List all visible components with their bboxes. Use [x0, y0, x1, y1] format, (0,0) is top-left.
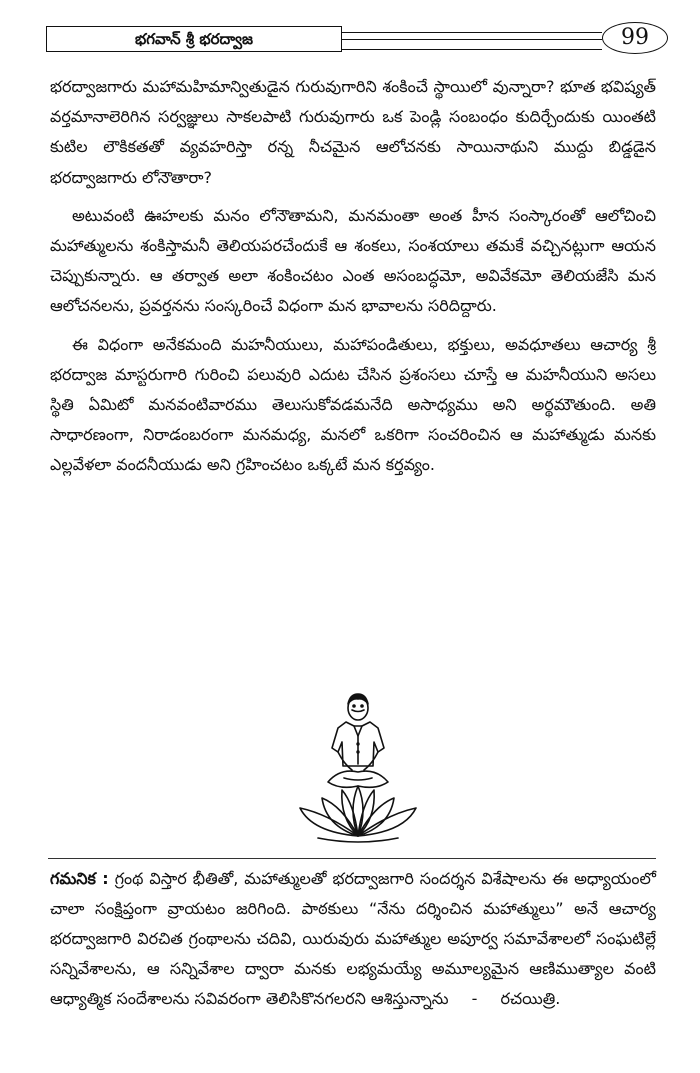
- header-rule-lines: [342, 32, 602, 50]
- signature-dash: -: [471, 989, 478, 1008]
- author-signature: రచయిత్రి.: [500, 989, 561, 1008]
- page-header: [46, 20, 664, 54]
- note-label: గమనిక :: [50, 869, 109, 888]
- main-text: [50, 72, 656, 481]
- seated-master-on-lotus-icon: [288, 686, 428, 844]
- paragraph-2: అటువంటి ఊహలకు మనం లోనౌతామని, మనమంతా అంత హీన సంస్కారంతో ఆలోచించి మహాత్ములను శంకిస్తామనీ తెలియపరచేందుకే ఆ శంకలు, సంశయాలు తమకే వచ్చినట్లుగా ఆయన చెప్పుకున్నారు. ఆ తర్వాత అలా శంకించటం ఎంత అసంబద్ధమో, అవివేకమో తెలియజేసి మన ఆలోచనలను, ప్రవర్తనను సంస్కరించే విధంగా మన భావాలను సరిదిద్దారు.: [50, 205, 656, 316]
- paragraph-1: భరద్వాజగారు మహామహిమాన్వితుడైన గురువుగారిని శంకించే స్థాయిలో వున్నారా? భూత భవిష్యత్ వర్తమానాలెరిగిన సర్వజ్ఞులు సాకలపాటి గురువుగారు ఒక పెండ్లి సంబంధం కుదిర్చేందుకు యింతటి కుటిల లౌకికతతో వ్యవహరిస్తా రన్న నీచమైన ఆలోచనకు సాయినాథుని ముద్దు బిడ్డడైన భరద్వాజగారు లోనౌతారా?: [50, 77, 656, 187]
- footnote: [50, 864, 656, 1014]
- note-text: గ్రంథ విస్తార భీతితో, మహాత్ములతో భరద్వాజగారి సందర్శన విశేషాలను ఈ అధ్యాయంలో చాలా సంక్షిప్తంగా వ్రాయటం జరిగింది. పాఠకులు “నేను దర్శించిన మహాత్ములు” అనే ఆచార్య భరద్వాజగారి విరచిత గ్రంథాలను చదివి, యిరువురు మహాత్ముల అపూర్వ సమావేశాలలో సంఘటిల్లే సన్నివేశాలను, ఆ సన్నివేశాల ద్వారా మనకు లభ్యమయ్యే అమూల్యమైన ఆణిముత్యాల వంటి ఆధ్యాత్మిక సందేశాలను సవివరంగా తెలిసికొనగలరని ఆశిస్తున్నాను: [50, 869, 656, 1008]
- book-title: భగవాన్ శ్రీ భరద్వాజ: [135, 30, 253, 48]
- paragraph-3: ఈ విధంగా అనేకమంది మహనీయులు, మహాపండితులు, భక్తులు, అవధూతలు ఆచార్య శ్రీ భరద్వాజ మాస్టరుగారి గురించి పలువురి ఎదుట చేసిన ప్రశంసలు చూస్తే ఆ మహనీయుని అసలు స్థితి ఏమిటో మనవంటివారము తెలుసుకోవడమనేది అసాధ్యము అని అర్థమౌతుంది. అతి సాధారణంగా, నిరాడంబరంగా మనమధ్య, మనలో ఒకరిగా సంచరించిన ఆ మహాత్ముడు మనకు ఎల్లవేళలా వందనీయుడు అని గ్రహించటం ఒక్కటే మన కర్తవ్యం.: [50, 334, 656, 475]
- footnote-divider: [48, 858, 656, 859]
- page-number: 99: [602, 22, 668, 54]
